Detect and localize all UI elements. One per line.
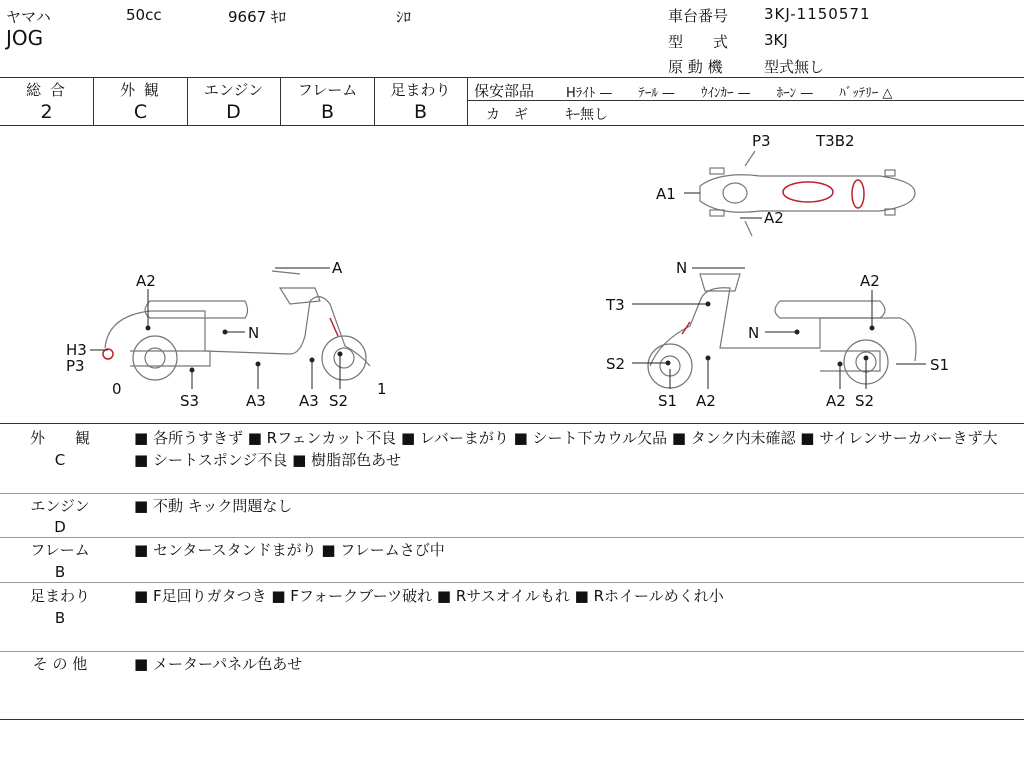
rating-label-total: 総 合: [26, 81, 67, 99]
divider: [0, 582, 1024, 583]
key-value: ｷｰ無し: [566, 107, 608, 123]
section-text-frame: ■ センタースタンドまがり ■ フレームさび中: [134, 541, 445, 559]
rating-value-suspension: B: [413, 101, 428, 123]
diagram-label: S2: [855, 392, 875, 410]
displacement: 50cc: [126, 6, 162, 24]
engine-label: 原 動 機: [668, 58, 723, 76]
diagram-label: H3: [66, 341, 87, 359]
rating-label-suspension: 足まわり: [390, 81, 451, 99]
model-label: 型 式: [668, 33, 729, 51]
section-text-engine: ■ 不動 キック問題なし: [134, 497, 293, 515]
section-grade-suspension: B: [54, 609, 66, 627]
rating-label-frame: フレーム: [297, 81, 358, 99]
diagram-label: S1: [930, 356, 950, 374]
section-text-exterior: ■ 各所うすきず ■ Rフェンカット不良 ■ レバーまがり ■ シート下カウル欠品 ■ タンク内未確認 ■ サイレンサーカバーきず大 ■ シートスポンジ不良 ■ 樹脂部色あせ: [134, 429, 998, 469]
section-label-other: そ の 他: [32, 655, 88, 673]
section-grade-frame: B: [54, 563, 66, 581]
engine-value: 型式無し: [764, 58, 825, 76]
diagram-label: A: [332, 259, 343, 277]
right-side-scooter: [648, 274, 916, 388]
section-text-other: ■ メーターパネル色あせ: [134, 655, 303, 673]
rating-value-frame: B: [320, 101, 335, 123]
section-label-exterior: 外 観: [29, 429, 90, 447]
section-label-frame: フレーム: [30, 541, 90, 559]
diagram-label: A3: [299, 392, 319, 410]
diagram-label: S3: [180, 392, 200, 410]
diagram-label: N: [748, 324, 760, 342]
diagram-label: A2: [136, 272, 156, 290]
scooter-diagram-svg: [0, 126, 1024, 423]
divider: [0, 537, 1024, 538]
diagram-label: T3: [606, 296, 625, 314]
diagram-label: P3: [66, 357, 85, 375]
section-grade-engine: D: [54, 518, 66, 536]
diagram-label: N: [676, 259, 688, 277]
diagram-label: A2: [696, 392, 716, 410]
diagram-label: A3: [246, 392, 266, 410]
mileage: 9667 ｷﾛ: [228, 8, 286, 26]
key-label: カ ギ: [486, 107, 528, 123]
damage-mark: [852, 180, 864, 208]
divider: [0, 423, 1024, 424]
top-view-scooter: [700, 151, 915, 236]
safety-label: 保安部品: [474, 82, 535, 100]
rating-value-total: 2: [40, 101, 53, 123]
divider: [0, 719, 1024, 720]
maker: ヤマハ: [6, 8, 51, 26]
divider: [467, 77, 468, 125]
diagram-label: A2: [860, 272, 880, 290]
diagram-label: S2: [606, 355, 626, 373]
rating-value-exterior: C: [133, 101, 148, 123]
model-name: JOG: [6, 26, 44, 50]
diagram-label: P3: [752, 132, 771, 150]
frame-no: 3KJ-1150571: [764, 5, 871, 23]
damage-mark: [783, 182, 833, 202]
model-code: 3KJ: [764, 31, 788, 49]
diagram-label: S2: [329, 392, 349, 410]
diagram-label: 1: [377, 380, 387, 398]
rating-label-exterior: 外 観: [120, 81, 161, 99]
diagram-label: N: [248, 324, 260, 342]
rating-value-engine: D: [226, 101, 241, 123]
section-grade-exterior: C: [54, 451, 66, 469]
damage-mark: [682, 322, 690, 334]
safety-items: Hﾗｲﾄ — ﾃｰﾙ — ｳｲﾝｶｰ — ﾎｰﾝ — ﾊﾞｯﾃﾘｰ △: [566, 86, 893, 101]
damage-diagram: [0, 126, 1024, 423]
section-label-suspension: 足まわり: [29, 587, 90, 605]
body-color: ｼﾛ: [396, 8, 412, 26]
diagram-label: A2: [826, 392, 846, 410]
divider: [0, 77, 1024, 78]
frame-no-label: 車台番号: [668, 7, 729, 25]
diagram-label: 0: [112, 380, 122, 398]
diagram-label: A2: [764, 209, 784, 227]
damage-mark: [330, 318, 338, 336]
rating-label-engine: エンジン: [203, 81, 264, 99]
diagram-label: A1: [656, 185, 676, 203]
divider: [0, 493, 1024, 494]
section-label-engine: エンジン: [30, 497, 90, 515]
diagram-label: S1: [658, 392, 678, 410]
divider: [0, 651, 1024, 652]
section-text-suspension: ■ F足回りガタつき ■ Fフォークブーツ破れ ■ Rサスオイルもれ ■ Rホイールめくれ小: [134, 587, 724, 605]
diagram-label: T3B2: [816, 132, 855, 150]
